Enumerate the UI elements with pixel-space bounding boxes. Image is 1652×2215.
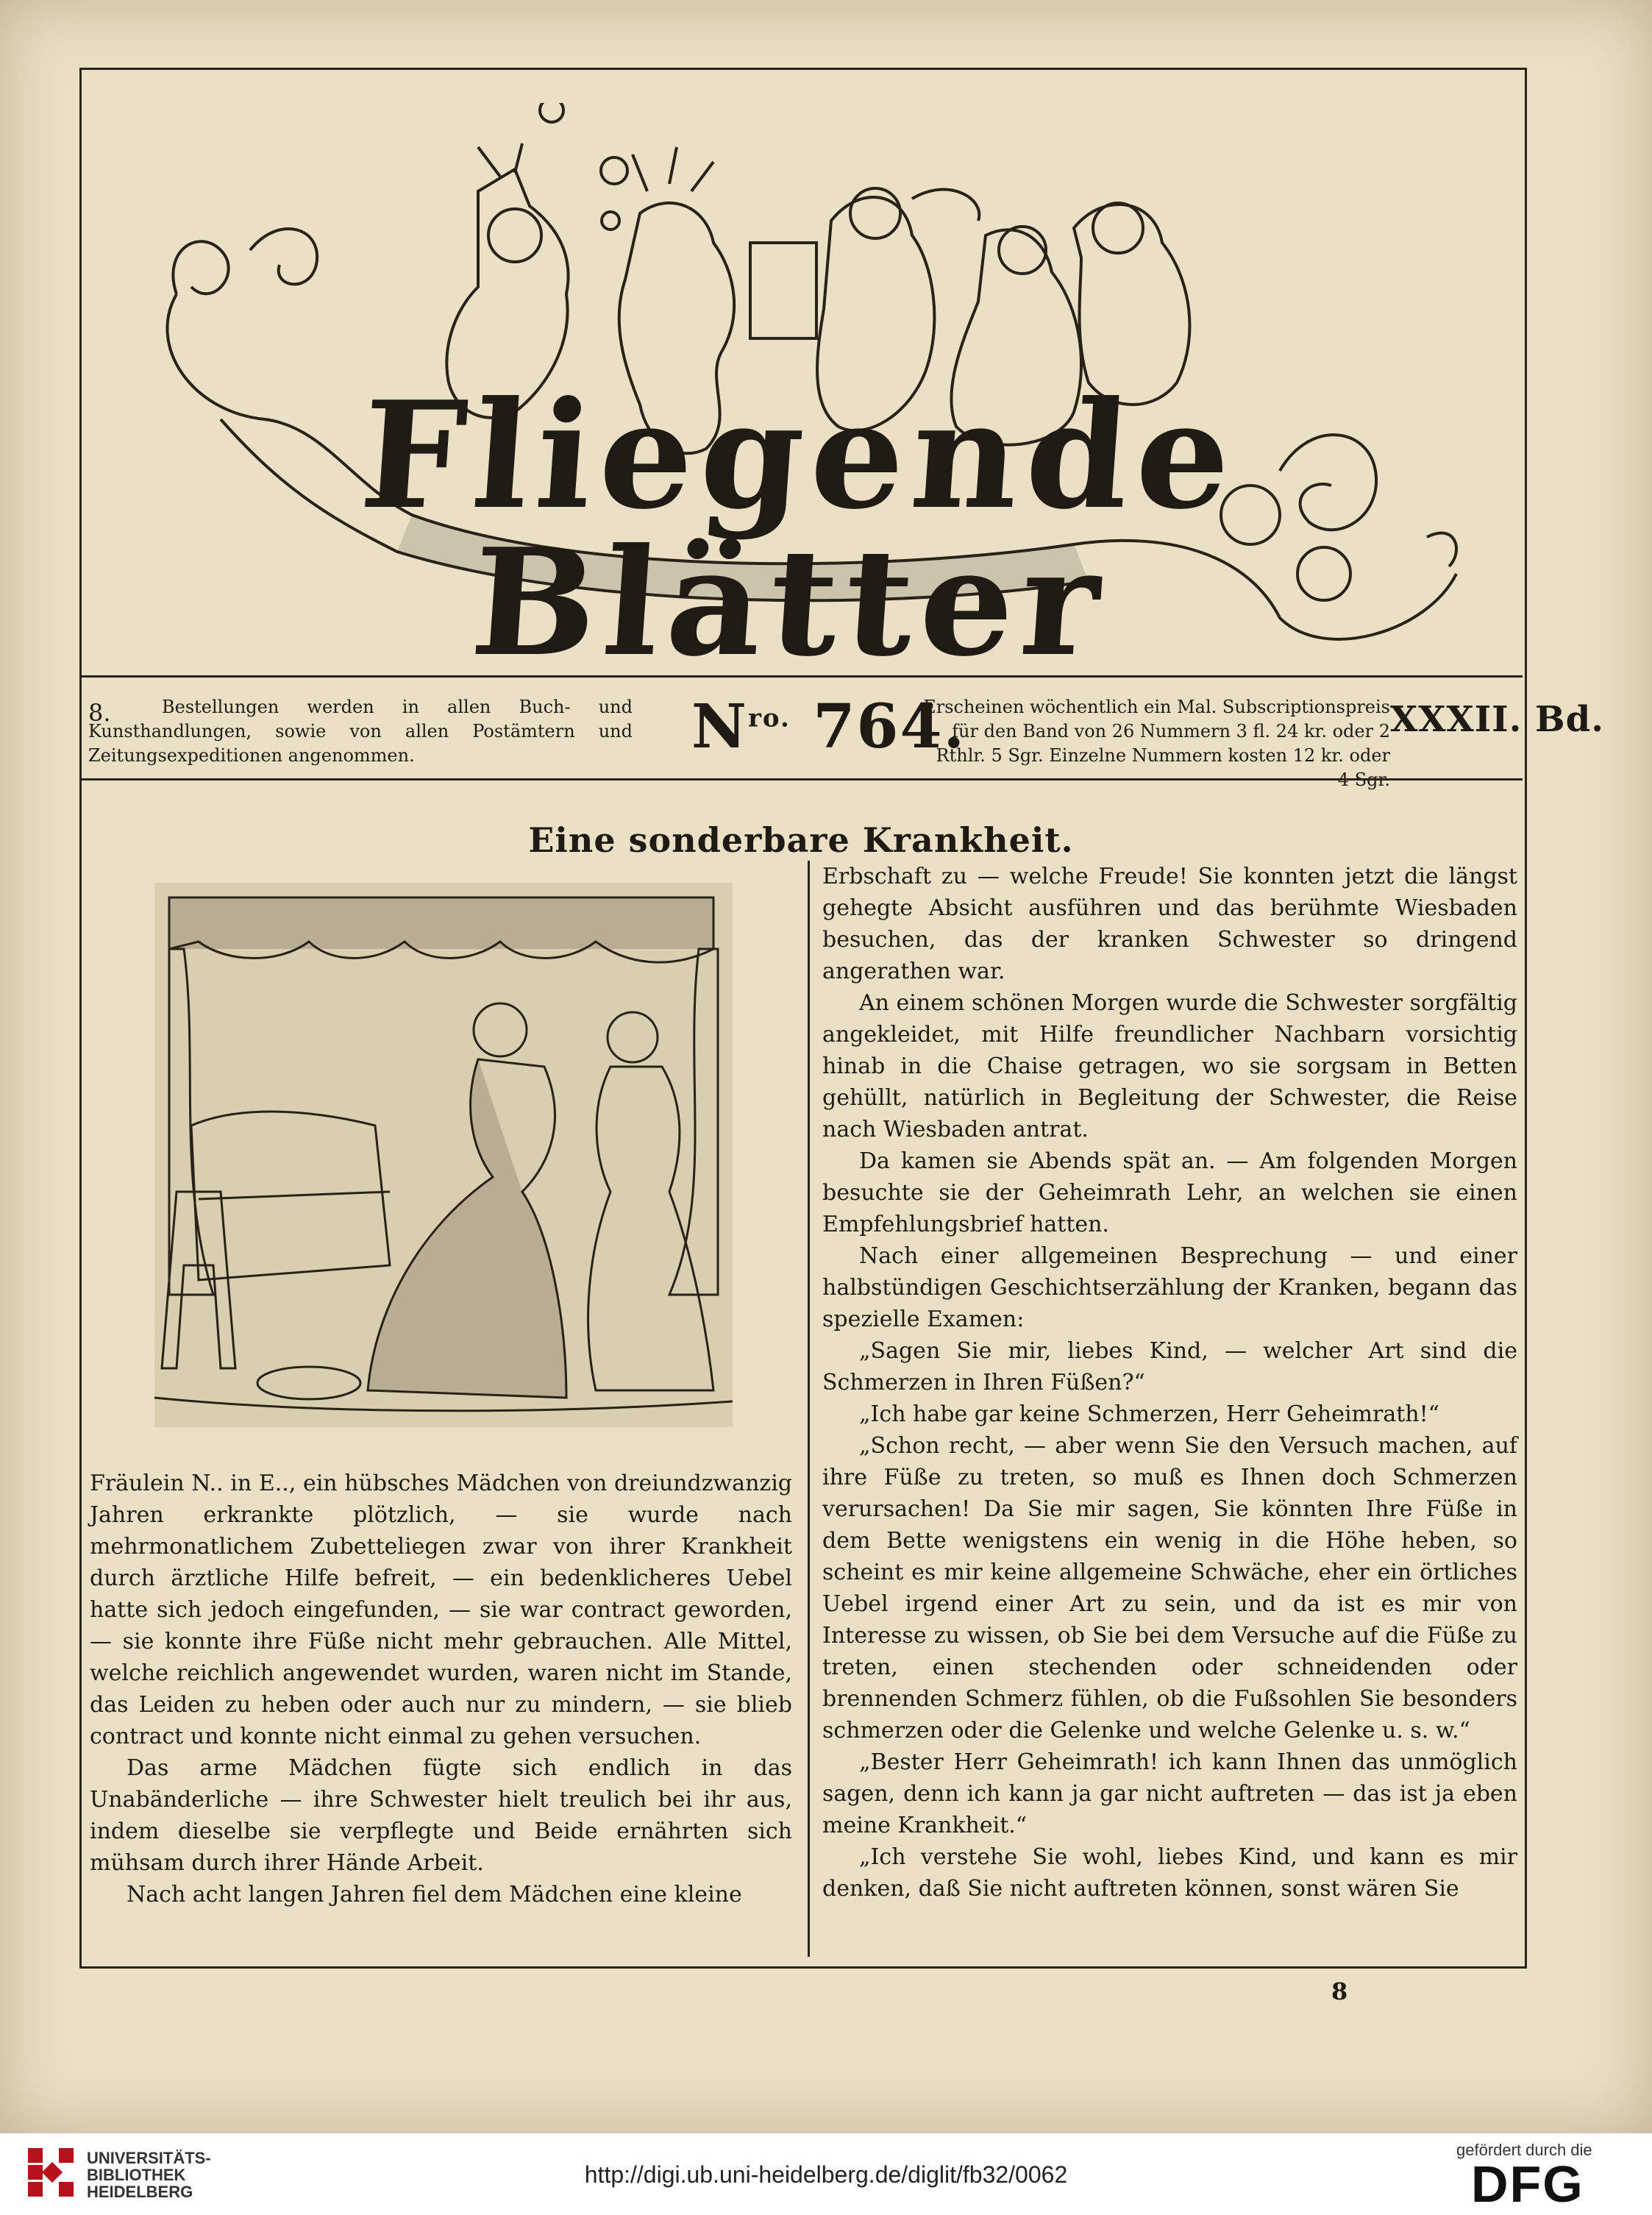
bubble xyxy=(601,157,627,184)
volume-number: 8. xyxy=(88,699,111,727)
footer-bar xyxy=(0,2133,1652,2215)
column-divider xyxy=(808,861,810,1957)
institution-line: HEIDELBERG xyxy=(87,2183,193,2201)
institution-line: BIBLIOTHEK xyxy=(87,2166,186,2184)
page-number: 8 xyxy=(1331,1977,1348,2005)
article-title: Eine sonderbare Krankheit. xyxy=(528,820,1074,860)
masthead-title: Fliegende Blätter xyxy=(355,369,1244,689)
paragraph: „Bester Herr Geheimrath! ich kann Ihnen das unmöglich sagen, denn ich kann ja gar nicht auftreten — das ist ja eben meine Krankheit.“ xyxy=(822,1749,1517,1838)
source-url-link[interactable]: http://digi.ub.uni-heidelberg.de/diglit/fb32/0062 xyxy=(584,2161,1068,2188)
sponsor-caption: gefördert durch die xyxy=(1456,2141,1592,2159)
paragraph: Fräulein N.. in E.., ein hübsches Mädchen von dreiundzwanzig Jahren erkrankte plötzlich, — sie wurde nach mehrmonatlichem Zubetteliegen zwar von ihrer Krankheit durch ärztliche Hilfe befreit, — ein bedenklicheres Uebel hatte sich jedoch eingefunden, — sie war contract geworden, — sie konnte ihre Füße nicht mehr gebrauchen. Alle Mittel, welche reichlich angewendet wurden, waren nicht im Stande, das Leiden zu heben oder auch nur zu mindern, — sie blieb contract und konnte nicht einmal zu gehen versuchen. xyxy=(90,1471,792,1749)
article-illustration xyxy=(154,883,733,1427)
banner-left-scroll xyxy=(173,241,228,294)
paragraph: „Schon recht, — aber wenn Sie den Versuch machen, auf ihre Füße zu treten, so muß es Ihnen doch Schmerzen verursachen! Da Sie mir sagen, Sie könnten Ihre Füße in dem Bette wenigstens ein wenig in die Höhe heben, so scheint es mir keine allgemeine Schwäche, eher ein örtliches Uebel irgend einer Art zu sein, und da ist es mir von Interesse zu wissen, ob Sie bei dem Versuche auf die Füße zu treten, einen stechenden oder schneidenden oder brennenden Schmerz fühlen, ob die Fußsohlen Sie besonders schmerzen oder die Gelenke und welche Gelenke u. s. w.“ xyxy=(822,1433,1517,1743)
dfg-logo: DFG xyxy=(1471,2155,1584,2213)
paragraph: „Ich habe gar keine Schmerzen, Herr Geheimrath!“ xyxy=(859,1401,1439,1427)
bubble xyxy=(602,212,619,230)
paragraph: Nach acht langen Jahren fiel dem Mädchen eine kleine xyxy=(127,1882,742,1908)
paragraph: „Sagen Sie mir, liebes Kind, — welcher Art sind die Schmerzen in Ihren Füßen?“ xyxy=(822,1338,1517,1396)
info-divider xyxy=(79,778,1523,781)
paragraph: Das arme Mädchen fügte sich endlich in das Unabänderliche — ihre Schwester hielt treulich bei ihr aus, indem dieselbe sie verpflegte und Beide ernährten sich mühsam durch ihrer Hände Arbeit. xyxy=(90,1755,792,1876)
ordering-notice: Bestellungen werden in allen Buch- und Kunsthandlungen, sowie von allen Postämtern und Zeitungsexpeditionen angenommen. xyxy=(88,697,633,766)
right-column xyxy=(822,861,1517,1905)
imp-figure xyxy=(1297,547,1350,600)
volume-label: XXXII. Bd. xyxy=(1390,699,1604,740)
issue-sup: ro. xyxy=(747,703,791,733)
subscription-notice: Erscheinen wöchentlich ein Mal. Subscriptionspreis für den Band von 26 Nummern 3 fl. 24 kr. oder 2 Rthlr. 5 Sgr. Einzelne Nummern kosten 12 kr. oder 4 Sgr. xyxy=(923,697,1390,790)
institution-line: UNIVERSITÄTS- xyxy=(87,2149,211,2167)
banner-right-scroll xyxy=(1280,435,1376,530)
issue-prefix: N xyxy=(691,691,748,762)
paragraph: „Ich verstehe Sie wohl, liebes Kind, und kann es mir denken, daß Sie nicht auftreten können, sonst wären Sie xyxy=(822,1844,1517,1902)
masthead-divider xyxy=(79,675,1523,678)
paragraph: Erbschaft zu — welche Freude! Sie konnten jetzt die längst gehegte Absicht ausführen und das berühmte Wiesbaden besuchen, das der kranken Schwester so dringend angerathen war. xyxy=(822,864,1517,984)
bubble xyxy=(540,103,563,122)
issue-number-value: 764. xyxy=(813,691,966,762)
left-column xyxy=(90,1468,792,1910)
paragraph: Da kamen sie Abends spät an. — Am folgenden Morgen besuchte sie der Geheimrath Lehr, an welchen sie einen Empfehlungsbrief hatten. xyxy=(822,1148,1517,1237)
paragraph: An einem schönen Morgen wurde die Schwester sorgfältig angekleidet, mit Hilfe freundlicher Nachbarn vorsichtig hinab in die Chaise getragen, wo sie sorgsam in Betten gehüllt, natürlich in Begleitung der Schwester, die Reise nach Wiesbaden antrat. xyxy=(822,990,1517,1142)
harp xyxy=(750,243,816,338)
paragraph: Nach einer allgemeinen Besprechung — und einer halbstündigen Geschichtserzählung der Kranken, begann das spezielle Examen: xyxy=(822,1243,1517,1332)
